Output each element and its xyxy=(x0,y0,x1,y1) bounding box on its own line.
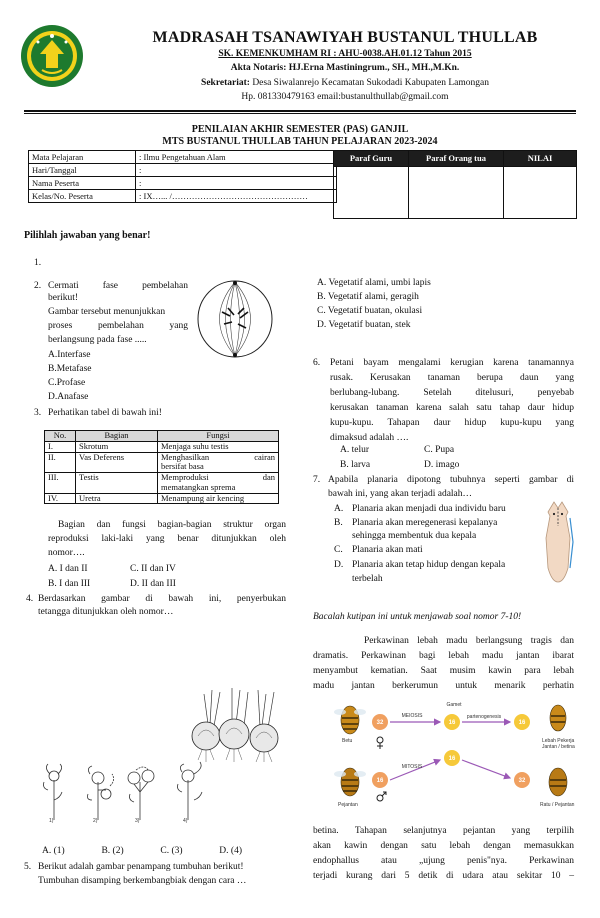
label-partenogenesis: partenogenesis xyxy=(466,714,502,720)
q6-number: 6. xyxy=(313,358,321,368)
col-header-no: No. xyxy=(45,431,76,442)
col-header-bagian: Bagian xyxy=(76,431,158,442)
cell-no: III. xyxy=(45,473,76,494)
onion-bulb-figure xyxy=(184,684,288,764)
bee-icon xyxy=(550,705,566,731)
q3-number: 3. xyxy=(34,408,42,418)
cell-no: I. xyxy=(45,441,76,452)
bee-icon xyxy=(334,768,366,796)
cell-bagian: Uretra xyxy=(76,493,158,504)
cell-bagian: Testis xyxy=(76,473,158,494)
nilai-header: NILAI xyxy=(504,151,577,167)
q7-option-b-cont[interactable]: sehingga membentuk dua kepala xyxy=(352,531,477,541)
q3-follow-2: reproduksi laki-laki yang benar ditunjukkan oleh xyxy=(48,534,286,544)
chromosome-count: 32 xyxy=(376,720,384,726)
q4-line1: Berdasarkan gambar di bawah ini, penyerbukan xyxy=(38,594,286,604)
contact-line: Hp. 081330479163 email:bustanulthullab@gmail.com xyxy=(241,92,449,102)
q7-option-c[interactable]: Planaria akan mati xyxy=(352,545,423,555)
q5-option-d[interactable]: D. Vegetatif buatan, stek xyxy=(317,320,411,330)
info-label: Nama Peserta xyxy=(29,177,136,190)
pollination-figure xyxy=(40,760,220,826)
q2-line1 xyxy=(48,281,188,293)
fig-label: 4) xyxy=(183,818,188,824)
q5-line1: Berikut adalah gambar penampang tumbuhan berikut! xyxy=(38,862,244,872)
q2-word: Cermati xyxy=(48,281,79,291)
signature-table xyxy=(333,150,577,219)
q7-line1: Apabila planaria dipotong tubuhnya seperti gambar di xyxy=(328,475,574,485)
col-header-fungsi: Fungsi xyxy=(158,431,279,442)
bee-icon xyxy=(549,768,567,796)
cell-fungsi xyxy=(158,493,279,504)
q7-letter-d[interactable]: D. xyxy=(334,560,344,570)
label-ratu-pejantan: Ratu / Pejantan xyxy=(540,802,575,808)
cell-no: II. xyxy=(45,452,76,473)
header-rule-thin xyxy=(24,113,576,114)
q2-line5: berlangsung pada fase ..... xyxy=(48,335,147,345)
fungsi-text: Menampung air kencing xyxy=(161,492,245,503)
exam-title: PENILAIAN AKHIR SEMESTER (PAS) GANJIL xyxy=(191,124,409,135)
fungsi-text: Memproduksi dan xyxy=(161,472,275,483)
cell-fungsi xyxy=(158,473,279,494)
q6-option-c[interactable]: C. Pupa xyxy=(424,445,455,455)
q6-line: rusak. Kerusakan tanaman berupa daun yang xyxy=(330,373,574,383)
nilai-box[interactable] xyxy=(504,167,577,219)
info-label: Hari/Tanggal xyxy=(29,164,136,177)
fungsi-text: Menjaga suhu testis xyxy=(161,440,229,451)
q3-text: Perhatikan tabel di bawah ini! xyxy=(48,408,162,418)
paraf-guru-header: Paraf Guru xyxy=(334,151,409,167)
flower-3 xyxy=(128,767,154,820)
sekretariat-label: Sekretariat: xyxy=(201,78,250,88)
q2-option-b[interactable]: B.Metafase xyxy=(48,364,92,374)
chromosome-count: 16 xyxy=(448,756,456,762)
fungsi-text: Menghasilkan cairan xyxy=(161,451,275,462)
q6-line: berlubang-lubang. Setelah ditelusuri, penyebab xyxy=(330,388,574,398)
q3-follow-1: Bagian dan fungsi bagian-bagian struktur organ xyxy=(58,520,286,530)
q6-options xyxy=(340,445,514,472)
q6-line: kerusakan tanaman karena salah satu tahap daur hidup xyxy=(330,403,574,413)
q4-option-a[interactable]: A. (1) xyxy=(42,846,65,856)
passage-line: dramatis. Perkawinan bagi lebah madu jantan ibarat xyxy=(313,651,574,661)
fungsi-text-2: bersifat basa xyxy=(161,461,204,472)
fungsi-text-2: mematangkan sprema xyxy=(161,481,236,492)
cell-bagian: Vas Deferens xyxy=(76,452,158,473)
flower-2 xyxy=(88,766,114,820)
paraf-guru-box[interactable] xyxy=(334,167,409,219)
info-label: Mata Pelajaran xyxy=(29,151,136,164)
label-meiosis: MEIOSIS xyxy=(401,713,423,719)
q6-option-b[interactable]: B. larva xyxy=(340,459,371,470)
cell-fungsi xyxy=(158,441,279,452)
info-row xyxy=(29,151,337,164)
q7-number: 7. xyxy=(313,475,321,485)
q7-option-a[interactable]: Planaria akan menjadi dua individu baru xyxy=(352,504,506,514)
q2-line3: Gambar tersebut menunjukkan xyxy=(48,307,166,317)
cell-no: IV. xyxy=(45,493,76,504)
chromosome-count: 16 xyxy=(518,720,526,726)
info-value[interactable]: : xyxy=(136,164,337,177)
q7-option-b[interactable]: Planaria akan meregenerasi kepalanya xyxy=(352,518,498,528)
label-gamet: Gamet xyxy=(446,702,462,708)
info-row xyxy=(29,177,337,190)
q4-options xyxy=(42,846,242,858)
label-pejantan: Pejantan xyxy=(338,802,358,808)
q4-number: 4. xyxy=(26,594,34,604)
fig-label: 3) xyxy=(135,818,140,824)
info-row xyxy=(29,190,337,203)
q5-line2: Tumbuhan disamping berkembangbiak dengan cara … xyxy=(38,876,247,886)
chromosome-count: 16 xyxy=(448,720,456,726)
passage-heading: Bacalah kutipan ini untuk menjawab soal nomor 7-10! xyxy=(313,612,522,622)
q2-word: pembelahan xyxy=(142,281,188,291)
reproductive-organ-table xyxy=(44,430,279,504)
q3-option-a[interactable]: A. I dan II xyxy=(48,564,88,574)
q6-line: kupu-kupu. Tahapan daur hidup kupu-kupu yang xyxy=(330,418,574,428)
sekretariat-text: Desa Siwalanrejo Kecamatan Sukodadi Kabupaten Lamongan xyxy=(252,78,489,88)
q3-options xyxy=(48,564,240,591)
q4-option-c[interactable]: C. (3) xyxy=(160,846,183,856)
q7-letter-b[interactable]: B. xyxy=(334,518,343,528)
q2-number: 2. xyxy=(34,281,42,291)
cell-division-figure xyxy=(194,278,276,360)
chromosome-count: 32 xyxy=(518,778,526,784)
info-row xyxy=(29,164,337,177)
cell-fungsi xyxy=(158,452,279,473)
info-value[interactable]: : IX…... /………………………………………… xyxy=(136,190,337,203)
info-value[interactable]: : xyxy=(136,177,337,190)
q6-option-d[interactable]: D. imago xyxy=(424,459,460,470)
q2-option-c[interactable]: C.Profase xyxy=(48,378,86,388)
fig-label: 1) xyxy=(49,818,54,824)
exam-subtitle: MTS BUSTANUL THULLAB TAHUN PELAJARAN 2023-2024 xyxy=(162,136,438,147)
passage-line: menyambut kematian. Saat musim kawin para lebah xyxy=(313,666,574,676)
q5-option-b[interactable]: B. Vegetatif alami, geragih xyxy=(317,292,419,302)
table-row xyxy=(45,452,279,473)
q2-word: fase xyxy=(102,281,118,291)
info-value[interactable]: : Ilmu Pengetahuan Alam xyxy=(136,151,337,164)
instruction: Pilihlah jawaban yang benar! xyxy=(24,230,151,241)
q2-word: proses xyxy=(48,321,73,331)
bee-reproduction-diagram xyxy=(334,696,580,816)
passage-line: Perkawinan lebah madu berlangsung tragis dan xyxy=(364,636,574,646)
q7-option-d-cont[interactable]: terbelah xyxy=(352,574,383,584)
q4-option-b[interactable]: B. (2) xyxy=(101,846,124,856)
passage-line: terjadi kurang dari 5 detik di udara atau sekitar 10 – xyxy=(313,871,574,881)
student-info-table xyxy=(28,150,337,203)
passage-line: betina. Tahapan selanjutnya pejantan yang terpilih xyxy=(313,826,574,836)
passage-line: akan kawin dengan satu lebah dengan memasukkan xyxy=(313,841,574,851)
q5-option-a[interactable]: A. Vegetatif alami, umbi lapis xyxy=(317,278,431,288)
q7-letter-a[interactable]: A. xyxy=(334,504,344,514)
q2-line4 xyxy=(48,321,188,333)
paraf-orangtua-box[interactable] xyxy=(409,167,504,219)
info-label: Kelas/No. Peserta xyxy=(29,190,136,203)
cell-bagian: Skrotum xyxy=(76,441,158,452)
q2-line2: berikut! xyxy=(48,293,79,303)
q3-option-c[interactable]: C. II dan IV xyxy=(130,564,176,574)
label-mitosis: MITOSIS xyxy=(401,764,423,770)
bee-icon xyxy=(334,706,366,734)
notaris-line: Akta Notaris: HJ.Erna Mastiningrum., SH., MH.,M.Kn. xyxy=(230,63,460,73)
q6-line: Petani bayam mengalami kerugian karena tanamannya xyxy=(330,358,574,368)
q3-option-d[interactable]: D. II dan III xyxy=(130,578,176,589)
q2-word: yang xyxy=(169,321,188,331)
flower-1 xyxy=(44,764,63,820)
label-betu: Betu xyxy=(342,738,353,744)
q2-option-d[interactable]: D.Anafase xyxy=(48,392,89,402)
q4-line2: tetangga ditunjukkan oleh nomor… xyxy=(38,607,174,617)
paraf-orangtua-header: Paraf Orang tua xyxy=(409,151,504,167)
q4-option-d[interactable]: D. (4) xyxy=(219,846,242,856)
label-lebah-pekerja: Lebah Pekerja xyxy=(542,738,575,744)
q6-option-a[interactable]: A. telur xyxy=(340,445,370,455)
q2-word: pembelahan xyxy=(97,321,144,331)
table-row xyxy=(45,473,279,494)
q7-option-d[interactable]: Planaria akan tetap hidup dengan kepala xyxy=(352,560,506,570)
passage-line: endophallus atau „ujung penis"nya. Perkawinan xyxy=(313,856,574,866)
q7-letter-c[interactable]: C. xyxy=(334,545,343,555)
sk-line: SK. KEMENKUMHAM RI : AHU-0038.AH.01.12 Tahun 2015 xyxy=(218,49,472,59)
flower-4 xyxy=(178,762,203,820)
q3-follow-3: nomor…. xyxy=(48,548,85,558)
q5-number: 5. xyxy=(24,862,32,872)
q1-number: 1. xyxy=(34,258,42,268)
q2-option-a[interactable]: A.Interfase xyxy=(48,350,91,360)
fig-label: 2) xyxy=(93,818,98,824)
planaria-figure xyxy=(540,498,576,584)
passage-line: madu jantan berkerumun untuk menarik perhatin xyxy=(313,681,574,691)
q3-option-b[interactable]: B. I dan III xyxy=(48,578,91,589)
school-logo xyxy=(20,24,84,88)
school-name: MADRASAH TSANAWIYAH BUSTANUL THULLAB xyxy=(152,29,538,46)
q7-line2: bawah ini, yang akan terjadi adalah… xyxy=(328,489,473,499)
table-row xyxy=(45,441,279,452)
label-jantan-betina: Jantan / betina xyxy=(542,744,575,750)
q6-line: dimaksud adalah …. xyxy=(330,433,409,443)
table-row xyxy=(45,493,279,504)
sekretariat-line xyxy=(100,78,590,90)
header-rule xyxy=(24,110,576,112)
q5-option-c[interactable]: C. Vegetatif buatan, okulasi xyxy=(317,306,423,316)
chromosome-count: 16 xyxy=(376,778,384,784)
